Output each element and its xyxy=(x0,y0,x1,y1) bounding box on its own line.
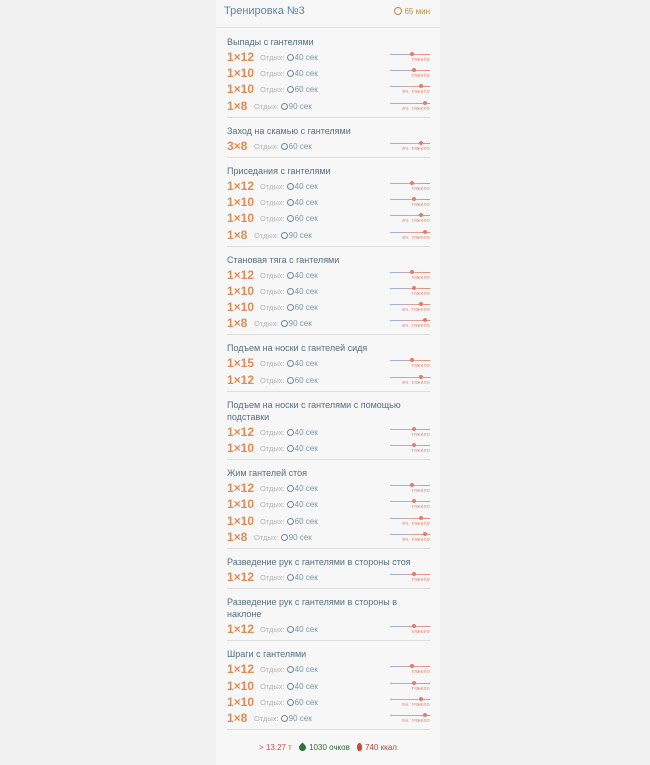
set-row xyxy=(227,513,430,529)
rest-label: Отдых: xyxy=(260,516,285,526)
intensity-label: тяжело xyxy=(411,185,430,192)
intensity-track xyxy=(390,304,430,305)
set-rest xyxy=(260,69,318,78)
set-row xyxy=(227,138,430,154)
set-reps: 1×8 xyxy=(227,710,248,725)
rest-label: Отдых: xyxy=(260,286,285,296)
intensity-track xyxy=(390,574,430,575)
intensity-slider xyxy=(390,515,430,527)
intensity-marker xyxy=(423,713,427,717)
exercise-name: Жим гантелей стоя xyxy=(227,468,307,479)
set-reps: 1×12 xyxy=(227,481,255,496)
intensity-slider xyxy=(390,482,430,494)
intensity-marker xyxy=(412,286,416,290)
clock-icon xyxy=(281,143,288,150)
workout-title: Тренировка №3 xyxy=(224,5,305,17)
set-reps: 1×12 xyxy=(227,372,255,387)
intensity-label: оч. тяжело xyxy=(402,520,430,527)
set-rest xyxy=(260,625,318,634)
intensity-marker xyxy=(419,375,423,379)
set-reps: 1×10 xyxy=(227,441,255,455)
set-reps: 1×12 xyxy=(227,569,255,584)
intensity-slider xyxy=(390,712,430,724)
rest-label: Отдых: xyxy=(260,572,285,582)
rest-duration: 40 сек xyxy=(294,427,318,437)
intensity-slider xyxy=(390,67,430,79)
rest-duration: 40 сек xyxy=(294,270,318,280)
intensity-label: тяжело xyxy=(411,202,430,209)
set-reps: 1×8 xyxy=(227,529,248,544)
set-row xyxy=(227,424,430,440)
rest-duration: 40 сек xyxy=(294,681,318,691)
intensity-label: тяжело xyxy=(411,448,430,454)
intensity-label: тяжело xyxy=(411,504,430,511)
clock-icon xyxy=(287,304,294,311)
set-row xyxy=(227,194,430,210)
intensity-marker xyxy=(412,681,416,685)
intensity-label: оч. тяжело xyxy=(402,218,430,225)
rest-duration: 40 сек xyxy=(294,359,318,369)
intensity-slider xyxy=(390,531,430,543)
intensity-track xyxy=(390,199,430,200)
rest-label: Отдых: xyxy=(260,375,285,385)
exercise-name: Заход на скамью с гантелями xyxy=(227,125,351,136)
set-rest xyxy=(260,198,318,207)
set-reps: 1×12 xyxy=(227,178,255,193)
clock-icon xyxy=(281,320,288,327)
intensity-label: тяжело xyxy=(411,57,430,63)
fire-icon xyxy=(357,743,362,751)
workout-summary xyxy=(216,743,440,752)
set-row xyxy=(227,480,430,496)
rest-duration: 90 сек xyxy=(288,319,312,329)
set-rest xyxy=(254,102,312,111)
intensity-label: тяжело xyxy=(411,431,430,438)
intensity-slider xyxy=(390,696,430,708)
rest-label: Отдых: xyxy=(254,141,279,151)
intensity-marker xyxy=(410,483,414,487)
set-rest xyxy=(260,665,318,674)
set-row xyxy=(227,694,430,710)
set-reps: 1×10 xyxy=(227,283,255,298)
set-rest xyxy=(260,376,318,385)
intensity-slider xyxy=(390,51,430,63)
intensity-label: оч. тяжело xyxy=(402,145,430,152)
set-row xyxy=(227,98,430,114)
clock-icon xyxy=(281,715,288,722)
rest-label: Отдых: xyxy=(260,427,285,437)
rest-label: Отдых: xyxy=(260,69,285,79)
intensity-track xyxy=(390,683,430,684)
intensity-label: тяжело xyxy=(411,274,430,281)
intensity-marker xyxy=(412,572,416,576)
clock-icon xyxy=(281,232,288,239)
intensity-marker xyxy=(423,101,427,105)
exercise-name: Разведение рук с гантелями в стороны стоя xyxy=(227,556,411,567)
set-reps: 1×15 xyxy=(227,356,255,371)
tonnage: > 13.27 т xyxy=(259,743,292,752)
rest-label: Отдых: xyxy=(260,303,285,313)
clock-icon xyxy=(287,574,294,581)
intensity-marker xyxy=(410,52,414,56)
set-rest xyxy=(260,484,318,493)
rest-label: Отдых: xyxy=(254,319,279,329)
rest-duration: 60 сек xyxy=(288,141,312,151)
set-reps: 1×10 xyxy=(227,513,255,528)
intensity-track xyxy=(390,86,430,87)
rest-label: Отдых: xyxy=(260,270,285,280)
exercise-name: Подъем на носки с гантелей сидя xyxy=(227,343,368,354)
rest-label: Отдых: xyxy=(260,53,285,62)
clock-icon xyxy=(287,377,294,384)
intensity-marker xyxy=(412,197,416,201)
set-rest xyxy=(260,500,318,509)
set-reps: 1×10 xyxy=(227,300,255,315)
rest-label: Отдых: xyxy=(254,532,279,542)
intensity-slider xyxy=(390,374,430,386)
exercise-name: Шраги с гантелями xyxy=(227,649,307,660)
set-rest xyxy=(260,517,318,526)
intensity-slider xyxy=(390,100,430,112)
intensity-marker xyxy=(423,318,427,322)
intensity-slider xyxy=(390,357,430,369)
intensity-label: тяжело xyxy=(411,73,430,80)
set-row xyxy=(227,178,430,194)
points: 1030 очков xyxy=(299,743,350,752)
intensity-label: тяжело xyxy=(411,290,430,297)
intensity-track xyxy=(390,377,430,378)
set-row xyxy=(227,65,430,81)
set-rest xyxy=(260,359,318,368)
set-rest xyxy=(254,231,312,240)
set-row xyxy=(227,315,430,331)
rest-duration: 60 сек xyxy=(294,516,318,526)
intensity-label: тяжело xyxy=(411,685,430,692)
intensity-slider xyxy=(390,180,430,192)
intensity-label: тяжело xyxy=(411,488,430,495)
set-reps: 1×12 xyxy=(227,267,255,282)
set-rest xyxy=(254,142,312,151)
intensity-label: оч. тяжело xyxy=(402,536,430,543)
clock-icon xyxy=(287,86,294,93)
set-rest xyxy=(260,53,318,62)
set-rest xyxy=(254,319,312,328)
set-reps: 1×12 xyxy=(227,50,255,64)
rest-label: Отдых: xyxy=(254,230,279,240)
rest-duration: 40 сек xyxy=(294,69,318,79)
intensity-marker xyxy=(412,68,416,72)
clock-icon xyxy=(287,501,294,508)
set-row xyxy=(227,355,430,371)
set-rest xyxy=(260,85,318,94)
set-rest xyxy=(254,714,312,723)
intensity-marker xyxy=(419,697,423,701)
rest-duration: 90 сек xyxy=(288,230,312,240)
intensity-label: оч. тяжело xyxy=(402,717,430,724)
intensity-slider xyxy=(390,680,430,692)
intensity-marker xyxy=(410,664,414,668)
set-reps: 1×10 xyxy=(227,497,255,512)
intensity-track xyxy=(390,626,430,627)
set-row xyxy=(227,569,430,585)
set-reps: 3×8 xyxy=(227,138,248,153)
clock-icon xyxy=(281,103,288,110)
set-reps: 1×10 xyxy=(227,694,255,709)
set-row xyxy=(227,372,430,388)
clock-icon xyxy=(287,272,294,279)
clock-icon xyxy=(287,485,294,492)
rest-duration: 40 сек xyxy=(294,181,318,191)
intensity-track xyxy=(390,215,430,216)
clock-icon xyxy=(281,534,288,541)
set-reps: 1×10 xyxy=(227,66,255,81)
intensity-label: оч. тяжело xyxy=(402,307,430,314)
intensity-slider xyxy=(390,83,430,95)
exercise-block xyxy=(227,596,430,641)
exercise-block xyxy=(227,36,430,118)
rocket-icon xyxy=(298,743,308,753)
exercise-block xyxy=(227,342,430,391)
exercise-block xyxy=(227,254,430,336)
header-divider xyxy=(216,27,440,28)
exercise-name: Приседания с гантелями xyxy=(227,165,331,176)
intensity-slider xyxy=(390,317,430,329)
calories: 740 ккал xyxy=(357,743,397,752)
set-reps: 1×10 xyxy=(227,211,255,226)
exercise-list xyxy=(227,36,430,737)
intensity-marker xyxy=(423,230,427,234)
exercise-name: Разведение рук с гантелями в стороны в наклоне xyxy=(227,597,397,620)
intensity-label: оч. тяжело xyxy=(402,701,430,708)
intensity-label: тяжело xyxy=(411,363,430,370)
clock-icon xyxy=(287,626,294,633)
set-reps: 1×12 xyxy=(227,622,255,637)
intensity-label: оч. тяжело xyxy=(402,379,430,386)
rest-label: Отдых: xyxy=(254,713,279,723)
exercise-block xyxy=(227,399,430,460)
intensity-marker xyxy=(419,141,423,145)
intensity-marker xyxy=(419,516,423,520)
exercise-block xyxy=(227,467,430,549)
rest-duration: 40 сек xyxy=(294,572,318,582)
set-row xyxy=(227,299,430,315)
exercise-block xyxy=(227,648,430,730)
rest-duration: 60 сек xyxy=(294,85,318,95)
exercise-block xyxy=(227,556,430,589)
exercise-name: Выпады с гантелями xyxy=(227,37,314,47)
workout-header xyxy=(224,5,430,21)
intensity-track xyxy=(390,699,430,700)
intensity-slider xyxy=(390,442,430,454)
set-rest xyxy=(260,428,318,437)
rest-duration: 60 сек xyxy=(294,375,318,385)
rest-duration: 60 сек xyxy=(294,697,318,707)
intensity-marker xyxy=(412,499,416,503)
clock-icon xyxy=(287,518,294,525)
intensity-slider xyxy=(390,426,430,438)
intensity-marker xyxy=(412,443,416,447)
intensity-marker xyxy=(410,358,414,362)
intensity-track xyxy=(390,70,430,71)
intensity-label: оч. тяжело xyxy=(402,89,430,96)
rest-label: Отдых: xyxy=(260,697,285,707)
set-rest xyxy=(260,444,318,453)
intensity-marker xyxy=(419,302,423,306)
rest-duration: 60 сек xyxy=(294,303,318,313)
clock-icon xyxy=(287,215,294,222)
set-rest xyxy=(260,271,318,280)
intensity-slider xyxy=(390,229,430,241)
set-row xyxy=(227,678,430,694)
intensity-slider xyxy=(390,623,430,635)
set-row xyxy=(227,440,430,456)
exercise-block xyxy=(227,125,430,158)
clock-icon xyxy=(287,183,294,190)
intensity-label: оч. тяжело xyxy=(402,323,430,330)
set-row xyxy=(227,661,430,677)
rest-label: Отдых: xyxy=(254,101,279,111)
intensity-slider xyxy=(390,498,430,510)
set-reps: 1×8 xyxy=(227,227,248,242)
clock-icon xyxy=(287,699,294,706)
rest-label: Отдых: xyxy=(260,85,285,95)
set-row xyxy=(227,267,430,283)
rest-duration: 40 сек xyxy=(294,665,318,675)
rest-label: Отдых: xyxy=(260,444,285,453)
intensity-track xyxy=(390,143,430,144)
rest-label: Отдых: xyxy=(260,500,285,510)
set-row xyxy=(227,496,430,512)
intensity-slider xyxy=(390,212,430,224)
exercise-name: Становая тяга с гантелями xyxy=(227,254,340,265)
intensity-track xyxy=(390,518,430,519)
rest-duration: 40 сек xyxy=(294,484,318,494)
rest-duration: 90 сек xyxy=(288,532,312,542)
exercise-block xyxy=(227,165,430,247)
intensity-marker xyxy=(412,427,416,431)
clock-icon xyxy=(394,7,402,15)
rest-duration: 40 сек xyxy=(294,500,318,510)
set-rest xyxy=(260,698,318,707)
set-row xyxy=(227,283,430,299)
intensity-slider xyxy=(390,571,430,583)
intensity-slider xyxy=(390,301,430,313)
rest-label: Отдых: xyxy=(260,359,285,369)
rest-duration: 40 сек xyxy=(294,53,318,62)
intensity-marker xyxy=(410,270,414,274)
set-row xyxy=(227,210,430,226)
workout-duration: 65 мин xyxy=(394,7,430,16)
rest-label: Отдых: xyxy=(260,625,285,635)
set-reps: 1×10 xyxy=(227,678,255,693)
clock-icon xyxy=(287,683,294,690)
set-row xyxy=(227,227,430,243)
clock-icon xyxy=(287,360,294,367)
set-row xyxy=(227,49,430,65)
set-rest xyxy=(254,533,312,542)
intensity-track xyxy=(390,445,430,446)
intensity-marker xyxy=(423,532,427,536)
set-rest xyxy=(260,214,318,223)
clock-icon xyxy=(287,70,294,77)
rest-label: Отдых: xyxy=(260,665,285,675)
clock-icon xyxy=(287,666,294,673)
rest-duration: 60 сек xyxy=(294,214,318,224)
set-reps: 1×10 xyxy=(227,82,255,97)
intensity-track xyxy=(390,429,430,430)
set-row xyxy=(227,81,430,97)
intensity-label: оч. тяжело xyxy=(402,105,430,112)
set-reps: 1×12 xyxy=(227,424,255,439)
exercise-name: Подъем на носки с гантелями с помощью подставки xyxy=(227,399,401,422)
set-reps: 1×10 xyxy=(227,195,255,210)
rest-label: Отдых: xyxy=(260,484,285,494)
set-rest xyxy=(260,287,318,296)
rest-duration: 40 сек xyxy=(294,198,318,208)
set-rest xyxy=(260,303,318,312)
intensity-label: тяжело xyxy=(411,576,430,583)
rest-duration: 90 сек xyxy=(288,101,312,111)
rest-label: Отдых: xyxy=(260,214,285,224)
clock-icon xyxy=(287,54,294,61)
rest-duration: 40 сек xyxy=(294,625,318,635)
clock-icon xyxy=(287,288,294,295)
clock-icon xyxy=(287,199,294,206)
set-reps: 1×8 xyxy=(227,98,248,113)
rest-duration: 90 сек xyxy=(288,713,312,723)
intensity-slider xyxy=(390,663,430,675)
rest-duration: 40 сек xyxy=(294,444,318,453)
set-rest xyxy=(260,573,318,582)
intensity-label: тяжело xyxy=(411,669,430,676)
intensity-slider xyxy=(390,140,430,152)
set-row xyxy=(227,529,430,545)
set-reps: 1×12 xyxy=(227,662,255,677)
intensity-slider xyxy=(390,196,430,208)
set-reps: 1×8 xyxy=(227,316,248,331)
rest-label: Отдых: xyxy=(260,681,285,691)
intensity-track xyxy=(390,288,430,289)
intensity-marker xyxy=(419,213,423,217)
intensity-label: оч. тяжело xyxy=(402,234,430,241)
set-row xyxy=(227,621,430,637)
intensity-marker xyxy=(419,84,423,88)
intensity-marker xyxy=(410,181,414,185)
intensity-marker xyxy=(412,624,416,628)
rest-duration: 40 сек xyxy=(294,286,318,296)
intensity-track xyxy=(390,501,430,502)
intensity-slider xyxy=(390,285,430,297)
clock-icon xyxy=(287,445,294,452)
intensity-label: тяжело xyxy=(411,629,430,636)
intensity-slider xyxy=(390,269,430,281)
set-rest xyxy=(260,182,318,191)
clock-icon xyxy=(287,429,294,436)
set-rest xyxy=(260,682,318,691)
rest-label: Отдых: xyxy=(260,198,285,208)
set-row xyxy=(227,710,430,726)
rest-label: Отдых: xyxy=(260,181,285,191)
